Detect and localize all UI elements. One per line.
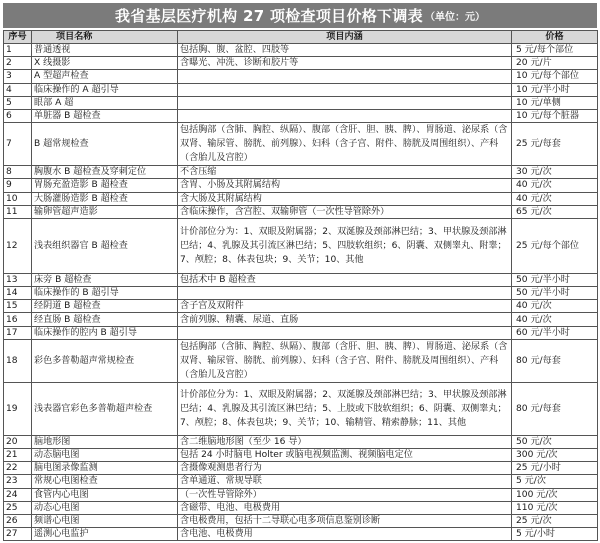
item-name-cell: 动态脑电图	[32, 449, 178, 462]
row-number-cell: 4	[4, 83, 32, 96]
item-name-cell: 动态心电图	[32, 501, 178, 514]
row-number-cell: 11	[4, 205, 32, 218]
price-table	[3, 30, 598, 541]
item-content-cell: 含电极费用，包括十二导联心电多项信息鉴别诊断	[178, 514, 512, 527]
row-number-cell: 15	[4, 300, 32, 313]
row-number-cell: 19	[4, 382, 32, 435]
row-number-cell: 7	[4, 123, 32, 166]
price-cell: 40 元/次	[512, 313, 598, 326]
item-content-cell	[178, 287, 512, 300]
row-number-cell: 20	[4, 435, 32, 448]
row-number-cell: 5	[4, 96, 32, 109]
item-content-cell: 含前列腺、精囊、尿道、直肠	[178, 313, 512, 326]
item-name-cell: 眼部 A 超	[32, 96, 178, 109]
table-row	[4, 488, 598, 501]
row-number-cell: 10	[4, 192, 32, 205]
item-content-cell: 包括胸部（含肺、胸腔、纵隔）、腹部（含肝、胆、胰、脾）、胃肠道、泌尿系（含双肾、输尿管、膀胱、前列腺）、妇科（含子宫、附件、膀胱及周围组织）、产科（含胎儿及宫腔）	[178, 339, 512, 382]
item-name-cell: 脑电图录像监测	[32, 462, 178, 475]
item-content-cell: 含临床操作，含宫腔、双输卵管（一次性导管除外）	[178, 205, 512, 218]
row-number-cell: 21	[4, 449, 32, 462]
item-content-cell: 不含压缩	[178, 166, 512, 179]
table-row	[4, 449, 598, 462]
item-content-cell	[178, 109, 512, 122]
table-row	[4, 273, 598, 286]
row-number-cell: 9	[4, 179, 32, 192]
row-number-cell: 14	[4, 287, 32, 300]
item-content-cell: 含磁带、电池、电极费用	[178, 501, 512, 514]
item-name-cell: 大肠灌肠造影 B 超检查	[32, 192, 178, 205]
price-cell: 25 元/次	[512, 514, 598, 527]
row-number-cell: 2	[4, 57, 32, 70]
price-cell: 10 元/每个部位	[512, 70, 598, 83]
item-content-cell: 包括胸部（含肺、胸腔、纵隔）、腹部（含肝、胆、胰、脾）、胃肠道、泌尿系（含双肾、输尿管、膀胱、前列腺）、妇科（含子宫、附件、膀胱及周围组织）、产科（含胎儿及宫腔）	[178, 123, 512, 166]
price-cell: 10 元/半小时	[512, 83, 598, 96]
table-row	[4, 205, 598, 218]
price-cell: 25 元/小时	[512, 462, 598, 475]
row-number-cell: 27	[4, 528, 32, 541]
item-content-cell: 含曝光、冲洗、诊断和胶片等	[178, 57, 512, 70]
price-cell: 10 元/单侧	[512, 96, 598, 109]
row-number-cell: 24	[4, 488, 32, 501]
item-name-cell: 频谱心电图	[32, 514, 178, 527]
item-name-cell: 胸腹水 B 超检查及穿刺定位	[32, 166, 178, 179]
price-cell: 10 元/每个脏器	[512, 109, 598, 122]
price-cell: 5 元/次	[512, 475, 598, 488]
table-row	[4, 96, 598, 109]
item-content-cell	[178, 96, 512, 109]
item-name-cell: 彩色多普勒超声常规检查	[32, 339, 178, 382]
item-content-cell: （一次性导管除外）	[178, 488, 512, 501]
item-content-cell	[178, 326, 512, 339]
table-row	[4, 326, 598, 339]
row-number-cell: 17	[4, 326, 32, 339]
item-content-cell: 含电池、电极费用	[178, 528, 512, 541]
price-cell: 50 元/次	[512, 435, 598, 448]
item-name-cell: 食管内心电图	[32, 488, 178, 501]
row-number-cell: 13	[4, 273, 32, 286]
title-bar	[3, 3, 597, 28]
item-name-cell: B 超常规检查	[32, 123, 178, 166]
item-content-cell: 含子宫及双附件	[178, 300, 512, 313]
price-cell: 60 元/半小时	[512, 326, 598, 339]
price-cell: 40 元/次	[512, 179, 598, 192]
item-content-cell: 计价部位分为：1、双眼及附属器；2、双涎腺及颈部淋巴结；3、甲状腺及颈部淋巴结；4、乳腺及其引流区淋巴结；5、上肢或下肢软组织；6、阴囊、双侧睾丸；7、颅腔；8、体表包块；9、关节；10、输精管、精索静脉；11、其他	[178, 382, 512, 435]
row-number-cell: 22	[4, 462, 32, 475]
item-name-cell: 床旁 B 超检查	[32, 273, 178, 286]
item-name-cell: 普通透视	[32, 44, 178, 57]
row-number-cell: 25	[4, 501, 32, 514]
table-row	[4, 179, 598, 192]
header-name: 项目名称	[32, 31, 178, 44]
item-content-cell: 计价部位分为：1、双眼及附属器；2、双涎腺及颈部淋巴结；3、甲状腺及颈部淋巴结；4、乳腺及其引流区淋巴结；5、四肢软组织；6、阴囊、双侧睾丸、附睾；7、颅腔；8、体表包块；9、关节；10、其他	[178, 218, 512, 273]
item-content-cell: 含摄像观测患者行为	[178, 462, 512, 475]
item-name-cell: 输卵管超声造影	[32, 205, 178, 218]
header-row	[4, 31, 598, 44]
row-number-cell: 18	[4, 339, 32, 382]
price-cell: 110 元/次	[512, 501, 598, 514]
item-content-cell: 含二维脑地形图（至少 16 导）	[178, 435, 512, 448]
row-number-cell: 3	[4, 70, 32, 83]
header-price: 价格	[512, 31, 598, 44]
table-row	[4, 192, 598, 205]
unit-note: （单位：元）	[424, 12, 485, 23]
row-number-cell: 1	[4, 44, 32, 57]
price-cell: 50 元/半小时	[512, 273, 598, 286]
row-number-cell: 26	[4, 514, 32, 527]
item-name-cell: X 线摄影	[32, 57, 178, 70]
price-cell: 5 元/每个部位	[512, 44, 598, 57]
item-name-cell: 浅表器官彩色多普勒超声检查	[32, 382, 178, 435]
table-row	[4, 313, 598, 326]
item-content-cell	[178, 70, 512, 83]
item-name-cell: 临床操作的腔内 B 超引导	[32, 326, 178, 339]
table-row	[4, 435, 598, 448]
item-name-cell: 胃肠充盈造影 B 超检查	[32, 179, 178, 192]
table-row	[4, 528, 598, 541]
item-name-cell: 脑地形图	[32, 435, 178, 448]
item-content-cell	[178, 83, 512, 96]
table-row	[4, 382, 598, 435]
item-name-cell: 临床操作的 A 超引导	[32, 83, 178, 96]
item-content-cell: 含大肠及其附属结构	[178, 192, 512, 205]
item-name-cell: 经阴道 B 超检查	[32, 300, 178, 313]
table-row	[4, 501, 598, 514]
table-row	[4, 462, 598, 475]
item-content-cell: 含单通道、常规导联	[178, 475, 512, 488]
row-number-cell: 6	[4, 109, 32, 122]
price-cell: 80 元/每套	[512, 339, 598, 382]
table-row	[4, 109, 598, 122]
table-row	[4, 57, 598, 70]
table-row	[4, 287, 598, 300]
price-cell: 65 元/次	[512, 205, 598, 218]
row-number-cell: 16	[4, 313, 32, 326]
table-row	[4, 166, 598, 179]
table-row	[4, 218, 598, 273]
table-row	[4, 44, 598, 57]
table-row	[4, 123, 598, 166]
item-name-cell: 常规心电图检查	[32, 475, 178, 488]
header-content: 项目内涵	[178, 31, 512, 44]
price-cell: 20 元/片	[512, 57, 598, 70]
price-cell: 30 元/次	[512, 166, 598, 179]
price-cell: 5 元/小时	[512, 528, 598, 541]
item-name-cell: 临床操作的 B 超引导	[32, 287, 178, 300]
table-row	[4, 300, 598, 313]
item-name-cell: 浅表组织器官 B 超检查	[32, 218, 178, 273]
item-content-cell: 含胃、小肠及其附属结构	[178, 179, 512, 192]
item-content-cell: 包括 24 小时脑电 Holter 或脑电视频监测、视频脑电定位	[178, 449, 512, 462]
price-cell: 50 元/半小时	[512, 287, 598, 300]
price-cell: 100 元/次	[512, 488, 598, 501]
price-cell: 40 元/次	[512, 192, 598, 205]
item-name-cell: A 型超声检查	[32, 70, 178, 83]
table-row	[4, 475, 598, 488]
price-cell: 40 元/次	[512, 300, 598, 313]
table-title: 我省基层医疗机构 27 项检查项目价格下调表	[115, 7, 423, 25]
row-number-cell: 8	[4, 166, 32, 179]
header-no: 序号	[4, 31, 32, 44]
table-row	[4, 339, 598, 382]
row-number-cell: 23	[4, 475, 32, 488]
item-content-cell: 包括胸、腹、盆腔、四肢等	[178, 44, 512, 57]
table-body	[4, 44, 598, 541]
row-number-cell: 12	[4, 218, 32, 273]
item-name-cell: 经直肠 B 超检查	[32, 313, 178, 326]
table-row	[4, 83, 598, 96]
price-cell: 80 元/每套	[512, 382, 598, 435]
item-name-cell: 遥测心电监护	[32, 528, 178, 541]
item-name-cell: 单脏器 B 超检查	[32, 109, 178, 122]
price-cell: 25 元/每个部位	[512, 218, 598, 273]
price-cell: 25 元/每套	[512, 123, 598, 166]
price-cell: 300 元/次	[512, 449, 598, 462]
table-row	[4, 70, 598, 83]
table-row	[4, 514, 598, 527]
item-content-cell: 包括术中 B 超检查	[178, 273, 512, 286]
